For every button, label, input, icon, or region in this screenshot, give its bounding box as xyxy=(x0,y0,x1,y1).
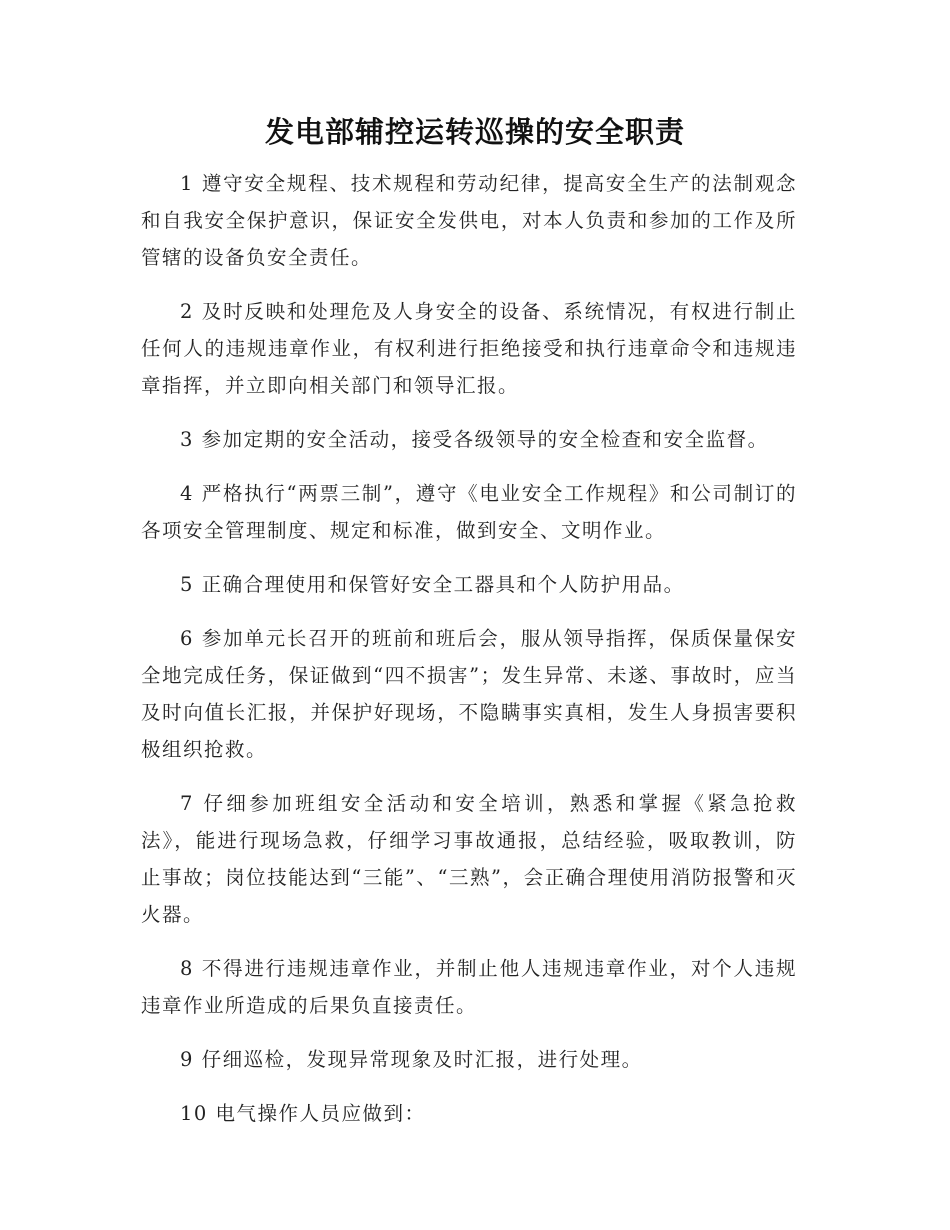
paragraph-9: 9 仔细巡检，发现异常现象及时汇报，进行处理。 xyxy=(180,1048,643,1071)
paragraph-5: 5 正确合理使用和保管好安全工器具和个人防护用品。 xyxy=(180,573,685,596)
paragraph-4: 4 严格执行“两票三制”，遵守《电业安全工作规程》和公司制订的各项安全管理制度、规定和标准，做到安全、文明作业。 xyxy=(141,482,797,542)
document-title: 发电部辅控运转巡操的安全职责 xyxy=(264,115,685,149)
paragraph-10: 10 电气操作人员应做到： xyxy=(180,1102,426,1125)
paragraph-7: 7 仔细参加班组安全活动和安全培训，熟悉和掌握《紧急抢救法》，能进行现场急救，仔细学习事故通报，总结经验，吸取教训，防止事故；岗位技能达到“三能”、“三熟”，会正确合理使用消防报警和灭火器。 xyxy=(141,792,797,926)
paragraph-6: 6 参加单元长召开的班前和班后会，服从领导指挥，保质保量保安全地完成任务，保证做到“四不损害”；发生异常、未遂、事故时，应当及时向值长汇报，并保护好现场，不隐瞒事实真相，发生人身损害要积极组织抢救。 xyxy=(141,627,797,761)
paragraph-2: 2 及时反映和处理危及人身安全的设备、系统情况，有权进行制止任何人的违规违章作业，有权利进行拒绝接受和执行违章命令和违规违章指挥，并立即向相关部门和领导汇报。 xyxy=(141,300,797,397)
paragraph-1: 1 遵守安全规程、技术规程和劳动纪律，提高安全生产的法制观念和自我安全保护意识，保证安全发供电，对本人负责和参加的工作及所管辖的设备负安全责任。 xyxy=(141,172,797,269)
paragraph-8: 8 不得进行违规违章作业，并制止他人违规违章作业，对个人违规违章作业所造成的后果负直接责任。 xyxy=(141,957,797,1017)
document-body xyxy=(141,165,797,1149)
paragraph-3: 3 参加定期的安全活动，接受各级领导的安全检查和安全监督。 xyxy=(180,428,769,451)
